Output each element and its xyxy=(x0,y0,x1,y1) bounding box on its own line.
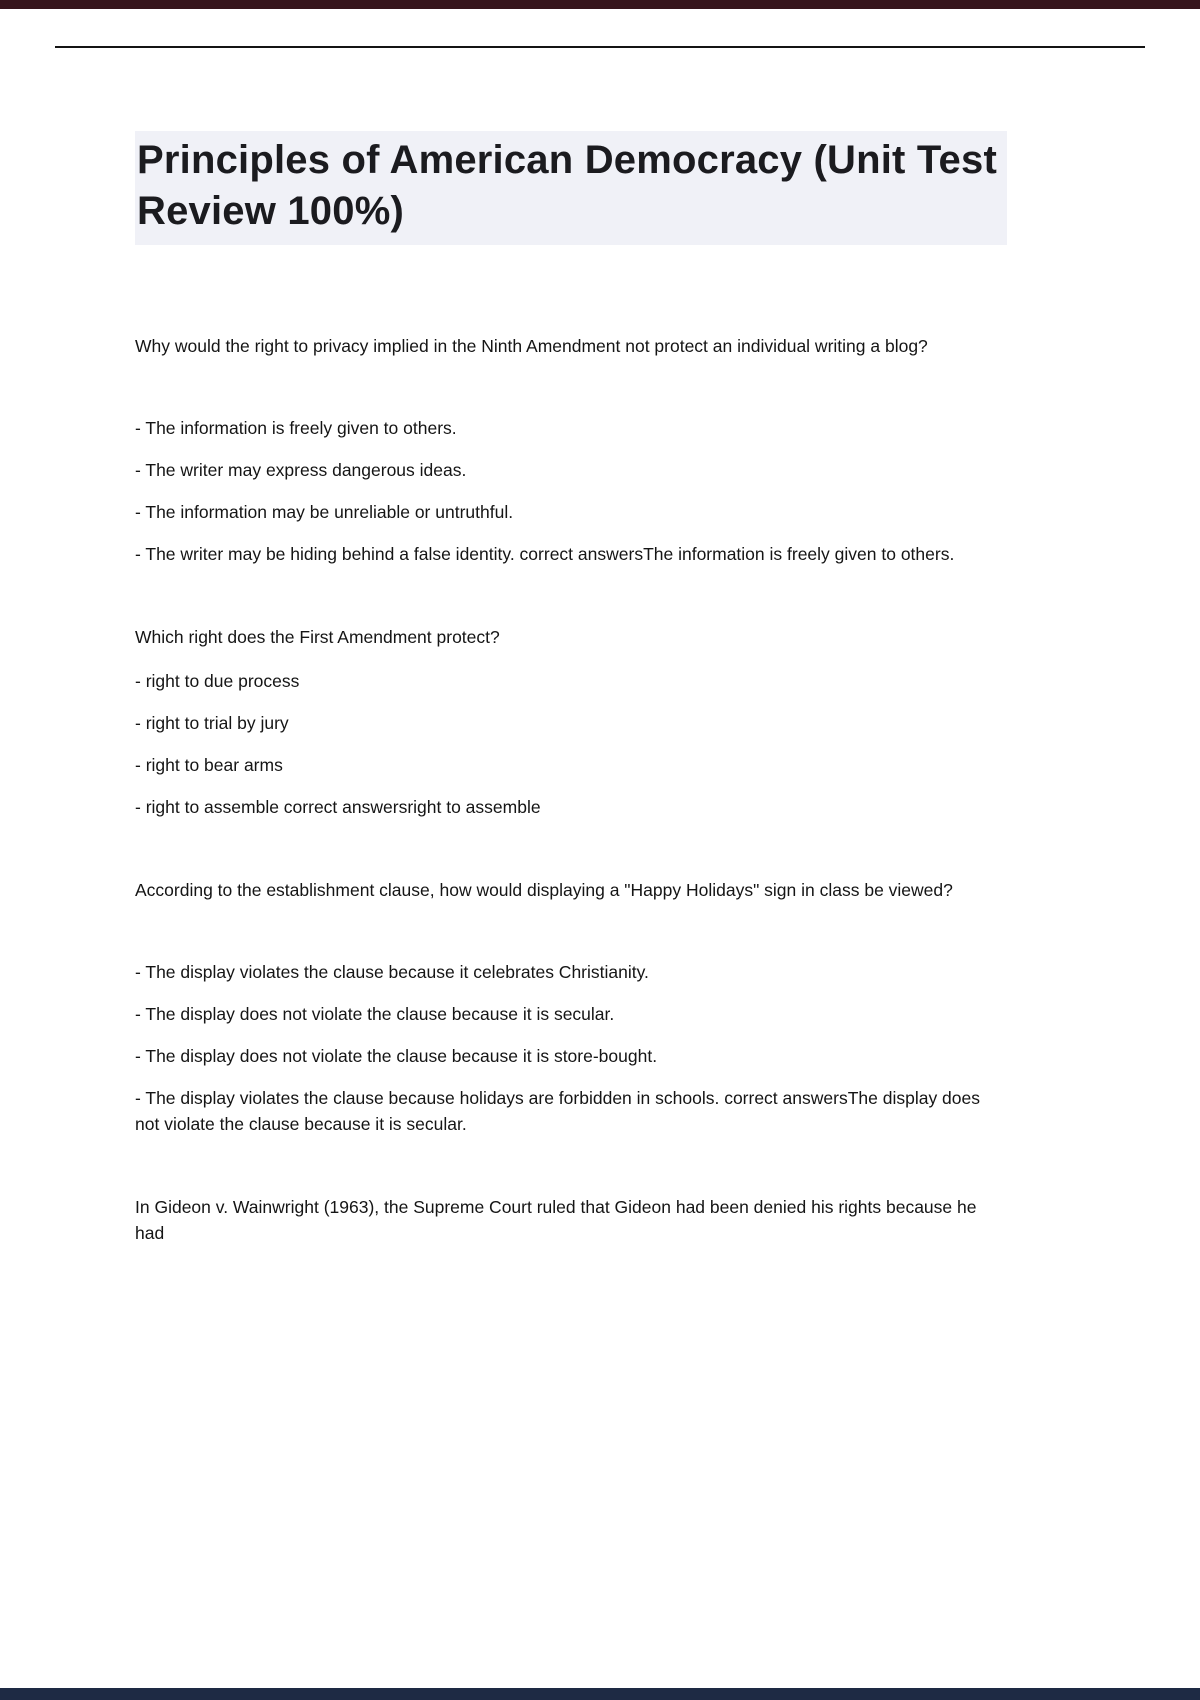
answer-option: - right to assemble correct answersright to assemble xyxy=(135,797,541,817)
answer-option: - right to bear arms xyxy=(135,755,283,775)
qa-block xyxy=(135,1194,1007,1246)
document-content xyxy=(135,0,1007,1303)
answer-option: - The display does not violate the clause because it is secular. xyxy=(135,1004,615,1024)
question-text: In Gideon v. Wainwright (1963), the Supreme Court ruled that Gideon had been denied his rights because he had xyxy=(135,1197,977,1243)
answer-option: - The display violates the clause because holidays are forbidden in schools. correct answersThe display does not violate the clause because it is secular. xyxy=(135,1088,980,1134)
answer-option: - right to trial by jury xyxy=(135,713,289,733)
answer-option: - The writer may be hiding behind a false identity. correct answersThe information is freely given to others. xyxy=(135,544,955,564)
answer-option: - The information may be unreliable or untruthful. xyxy=(135,502,514,522)
answer-option: - The information is freely given to others. xyxy=(135,418,457,438)
page-title: Principles of American Democracy (Unit Test Review 100%) xyxy=(135,131,1007,245)
answer-option: - The writer may express dangerous ideas. xyxy=(135,460,467,480)
qa-block xyxy=(135,877,1007,1137)
answer-option: - The display does not violate the clause because it is store-bought. xyxy=(135,1046,658,1066)
answer-option: - right to due process xyxy=(135,671,300,691)
answer-option: - The display violates the clause because it celebrates Christianity. xyxy=(135,962,649,982)
question-text: According to the establishment clause, how would displaying a "Happy Holidays" sign in class be viewed? xyxy=(135,880,953,900)
qa-block xyxy=(135,624,1007,820)
question-text: Why would the right to privacy implied in the Ninth Amendment not protect an individual writing a blog? xyxy=(135,336,928,356)
bottom-footer-bar xyxy=(0,1688,1200,1700)
question-text: Which right does the First Amendment protect? xyxy=(135,627,500,647)
qa-block xyxy=(135,333,1007,567)
